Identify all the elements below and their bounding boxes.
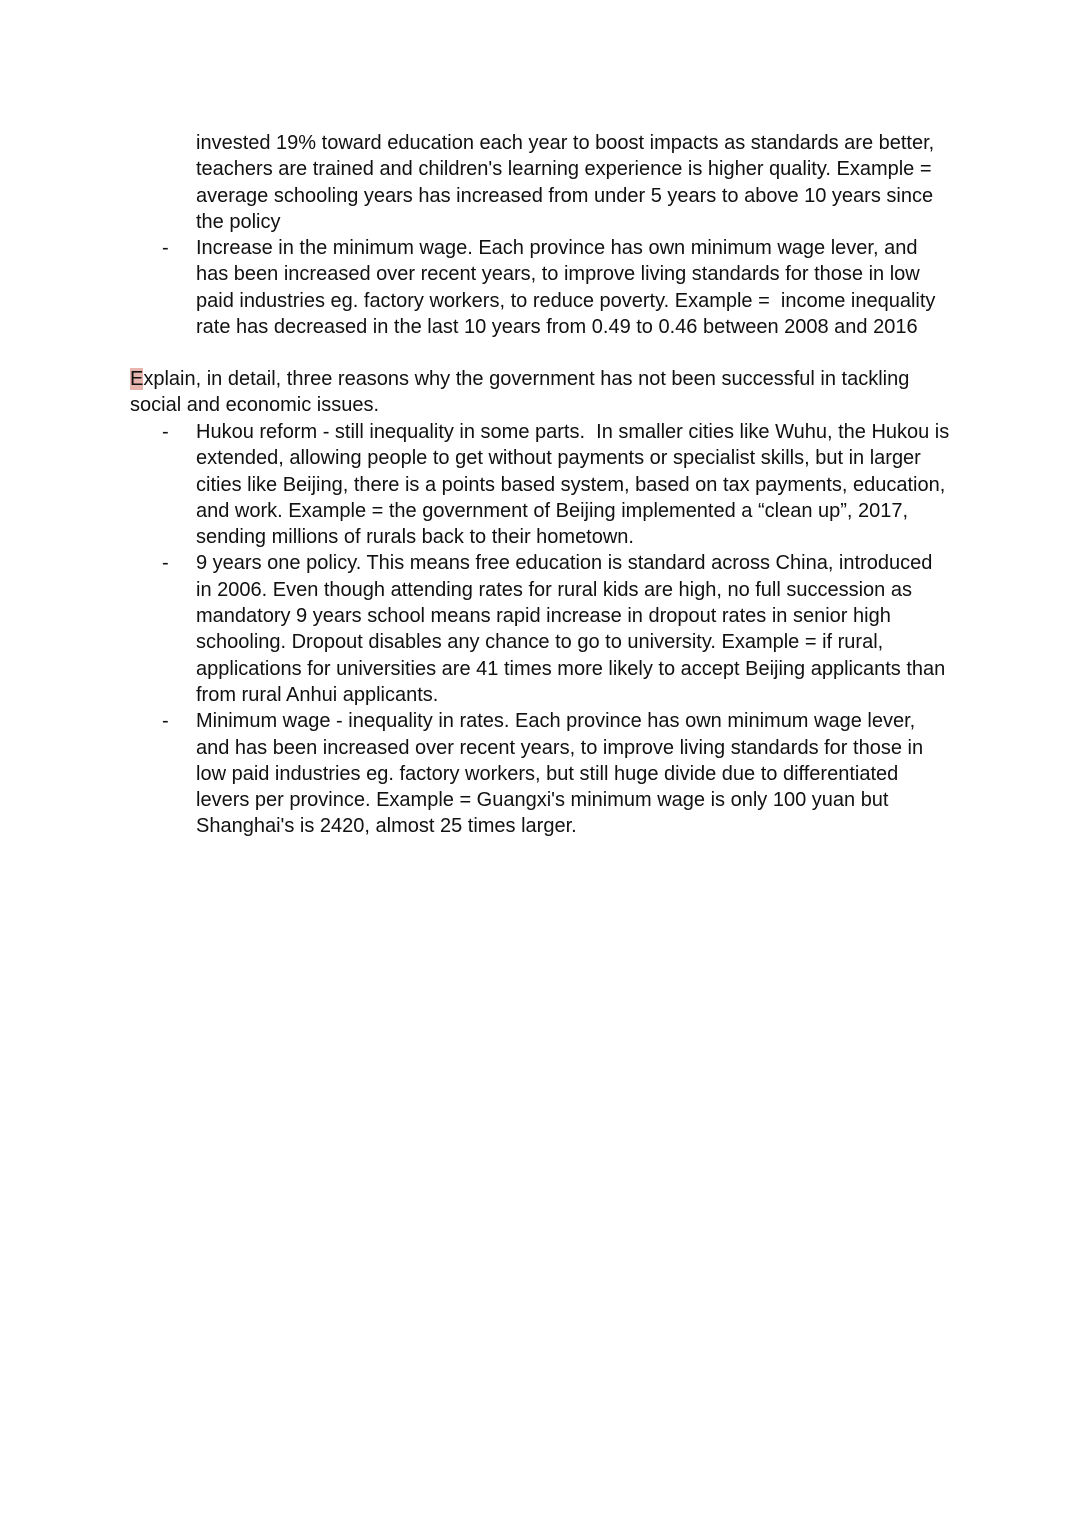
text-line: and has been increased over recent years, to improve living standards for those in — [196, 736, 924, 759]
text-line: extended, allowing people to get without payments or specialist skills, but in larger — [196, 447, 921, 470]
text-line: levers per province. Example = Guangxi's minimum wage is only 100 yuan but — [196, 789, 889, 812]
text-line: paid industries eg. factory workers, to reduce poverty. Example = income inequality — [196, 289, 936, 312]
bullet-dash: - — [162, 237, 169, 260]
text-line: average schooling years has increased from under 5 years to above 10 years since — [196, 184, 934, 207]
bullet-nine-years-policy — [0, 550, 1080, 708]
bullet-minimum-wage-inequality — [0, 708, 1080, 839]
text-line: Shanghai's is 2420, almost 25 times larger. — [196, 815, 577, 838]
text-line: and work. Example = the government of Beijing implemented a “clean up”, 2017, — [196, 499, 909, 522]
bullet-dash: - — [162, 710, 169, 733]
text-line: teachers are trained and children's learning experience is higher quality. Example = — [196, 158, 932, 181]
text-line: low paid industries eg. factory workers, but still huge divide due to differentiated — [196, 762, 899, 785]
question-line: social and economic issues. — [130, 394, 380, 417]
text-line: from rural Anhui applicants. — [196, 683, 439, 706]
text-line: Hukou reform - still inequality in some parts. In smaller cities like Wuhu, the Hukou is — [196, 421, 950, 443]
text-line: Minimum wage - inequality in rates. Each province has own minimum wage lever, — [196, 710, 916, 733]
bullet-dash: - — [162, 421, 169, 443]
text-line: sending millions of rurals back to their hometown. — [196, 526, 634, 549]
text-line: in 2006. Even though attending rates for rural kids are high, no full succession as — [196, 578, 912, 601]
text-line: schooling. Dropout disables any chance to go to university. Example = if rural, — [196, 631, 884, 654]
text-line: the policy — [196, 210, 281, 233]
question-text: xplain, in detail, three reasons why the government has not been successful in tackling — [143, 368, 910, 390]
text-line: applications for universities are 41 times more likely to accept Beijing applicants than — [196, 657, 946, 680]
bullet-hukou-reform — [0, 419, 1080, 550]
continued-bullet — [0, 130, 1080, 340]
text-line: Increase in the minimum wage. Each province has own minimum wage lever, and — [196, 237, 918, 260]
text-line: 9 years one policy. This means free education is standard across China, introduced — [196, 552, 933, 575]
bullet-dash: - — [162, 552, 169, 575]
cursor-highlight: E — [130, 368, 144, 390]
question — [0, 366, 1080, 419]
failure-bullets — [0, 419, 1080, 840]
text-line: cities like Beijing, there is a points based system, based on tax payments, education, — [196, 473, 946, 496]
text-line: invested 19% toward education each year to boost impacts as standards are better, — [196, 132, 935, 154]
bullet-minimum-wage-increase — [0, 235, 1080, 340]
text-line: mandatory 9 years school means rapid increase in dropout rates in senior high — [196, 605, 891, 628]
text-line: rate has decreased in the last 10 years from 0.49 to 0.46 between 2008 and 2016 — [196, 316, 918, 339]
text-line: has been increased over recent years, to improve living standards for those in low — [196, 263, 920, 286]
question-line — [0, 366, 1080, 392]
